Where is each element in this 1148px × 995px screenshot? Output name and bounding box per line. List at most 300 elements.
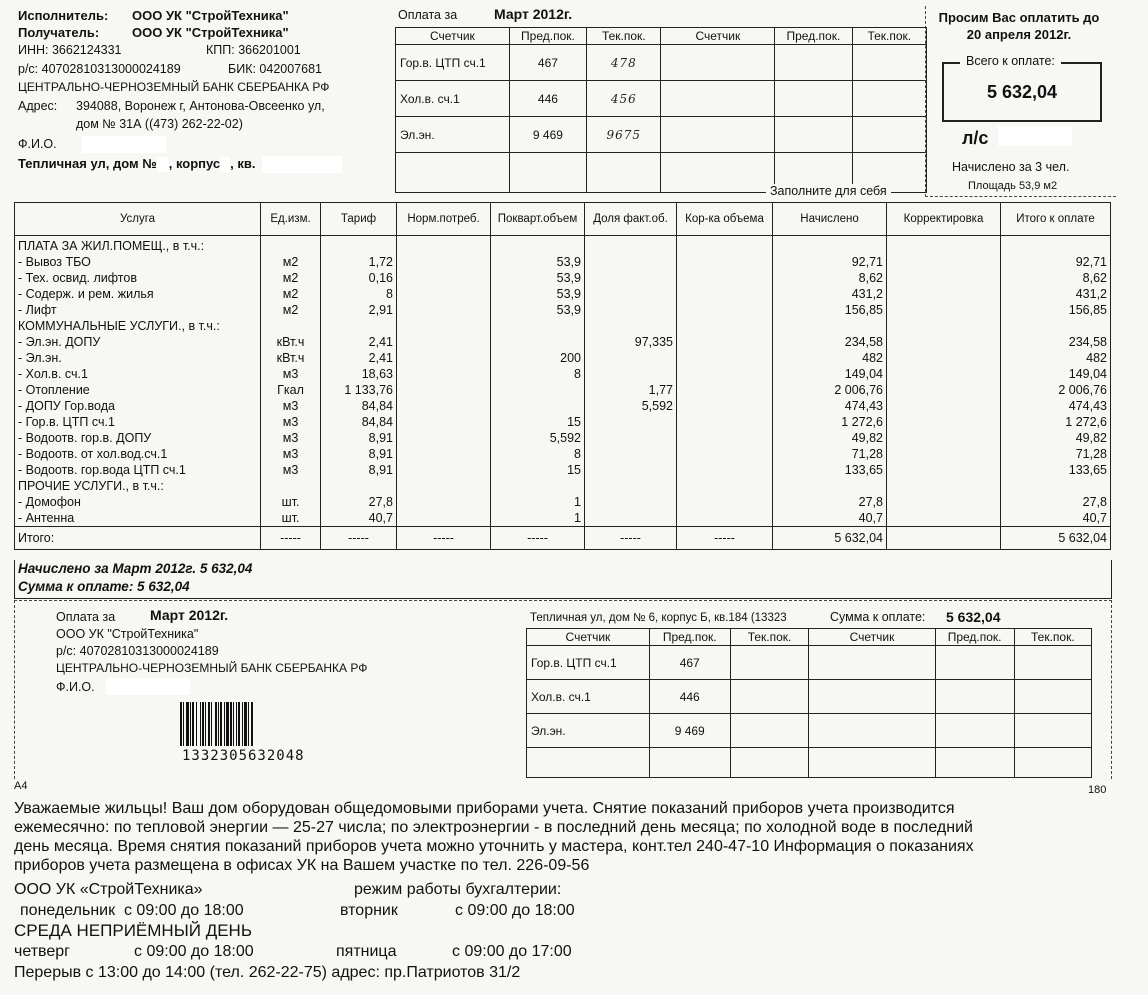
table-cell: - Водоотв. от хол.вод.сч.1: [15, 446, 261, 462]
table-row: [527, 748, 1092, 778]
table-cell: м3: [261, 366, 321, 382]
meter-name: Гор.в. ЦТП сч.1: [396, 45, 510, 81]
redacted-flat: [262, 156, 342, 173]
table-cell: 2 006,76: [773, 382, 887, 398]
table-cell: м2: [261, 270, 321, 286]
table-cell: [677, 254, 773, 270]
table-cell: [887, 334, 1001, 350]
table-row: [15, 302, 1111, 318]
table-cell: [677, 270, 773, 286]
table-cell: м3: [261, 430, 321, 446]
table-cell: 84,84: [321, 414, 397, 430]
address-line1: 394088, Воронеж г, Антонова-Овсеенко ул,: [76, 99, 325, 113]
table-cell: 2,91: [321, 302, 397, 318]
table-cell: 133,65: [773, 462, 887, 478]
table-cell: [585, 302, 677, 318]
table-cell: шт.: [261, 494, 321, 510]
table-cell: 1,72: [321, 254, 397, 270]
meter-cur-handwritten: 9675: [587, 117, 661, 153]
services-table: [14, 202, 1111, 550]
charged-line: Начислено за Март 2012г. 5 632,04: [18, 561, 253, 576]
table-cell: м3: [261, 462, 321, 478]
services-col-header: Норм.потреб.: [397, 203, 491, 236]
meter-prev: 446: [509, 81, 586, 117]
table-cell: 92,71: [773, 254, 887, 270]
table-cell: - ДОПУ Гор.вода: [15, 398, 261, 414]
table-cell: [887, 254, 1001, 270]
notice-company: ООО УК «СтройТехника»: [14, 881, 203, 898]
table-cell: 49,82: [1001, 430, 1111, 446]
table-row: [15, 414, 1111, 430]
table-cell: - Домофон: [15, 494, 261, 510]
table-cell: 2,41: [321, 350, 397, 366]
meter-cur-handwritten: 456: [587, 81, 661, 117]
page-mark: 180: [1088, 784, 1107, 796]
bik: БИК: 042007681: [228, 62, 322, 76]
table-cell: [321, 236, 397, 255]
table-cell: 15: [491, 462, 585, 478]
table-cell: - Отопление: [15, 382, 261, 398]
kpp: КПП: 366201001: [206, 43, 301, 57]
table-cell: [1001, 478, 1111, 494]
table-cell: [773, 318, 887, 334]
table-cell: 1 133,76: [321, 382, 397, 398]
table-cell: [677, 510, 773, 527]
table-cell: - Водоотв. гор.в. ДОПУ: [15, 430, 261, 446]
total-cell: 5 632,04: [773, 527, 887, 550]
col-cur-2: Тек.пок.: [852, 28, 926, 45]
table-cell: шт.: [261, 510, 321, 527]
schedule-title: режим работы бухгалтерии:: [354, 881, 562, 898]
schedule-break: Перерыв с 13:00 до 14:00 (тел. 262-22-75) адрес: пр.Патриотов 31/2: [14, 964, 521, 981]
table-row: [15, 510, 1111, 527]
stub-account: р/с: 40702810313000024189: [56, 644, 219, 658]
table-row: [15, 382, 1111, 398]
table-cell: 1: [491, 494, 585, 510]
col-cur: Тек.пок.: [730, 629, 809, 646]
table-cell: [491, 318, 585, 334]
table-cell: [773, 236, 887, 255]
table-cell: [585, 270, 677, 286]
table-cell: кВт.ч: [261, 350, 321, 366]
table-cell: [397, 414, 491, 430]
col-meter-2: Счетчик: [809, 629, 935, 646]
fio-label: Ф.И.О.: [18, 137, 57, 151]
table-cell: 40,7: [321, 510, 397, 527]
pay-request-line1: Просим Вас оплатить до: [938, 10, 1100, 25]
table-row: [15, 462, 1111, 478]
table-cell: 49,82: [773, 430, 887, 446]
meter-name: Эл.эн.: [527, 714, 650, 748]
tenant-address: [18, 156, 342, 173]
table-cell: [585, 254, 677, 270]
table-row: [15, 334, 1111, 350]
table-cell: 8,62: [1001, 270, 1111, 286]
table-cell: [677, 462, 773, 478]
meter-name: Гор.в. ЦТП сч.1: [527, 646, 650, 680]
col-prev: Пред.пок.: [509, 28, 586, 45]
stub-payment-period: Март 2012г.: [150, 607, 229, 623]
table-cell: 234,58: [773, 334, 887, 350]
services-col-header: Ед.изм.: [261, 203, 321, 236]
table-row: [527, 680, 1092, 714]
schedule-monday: понедельник с 09:00 до 18:00: [20, 902, 244, 919]
redacted-name: [82, 136, 166, 153]
table-cell: [585, 318, 677, 334]
table-cell: [321, 478, 397, 494]
tenant-building-label: , корпус: [168, 156, 221, 171]
table-cell: 27,8: [321, 494, 397, 510]
total-cell: -----: [491, 527, 585, 550]
table-cell: [491, 398, 585, 414]
table-cell: [887, 462, 1001, 478]
table-cell: 234,58: [1001, 334, 1111, 350]
table-cell: 2 006,76: [1001, 382, 1111, 398]
table-cell: 15: [491, 414, 585, 430]
table-cell: [887, 446, 1001, 462]
table-cell: 8,91: [321, 462, 397, 478]
table-cell: 2,41: [321, 334, 397, 350]
table-cell: м3: [261, 446, 321, 462]
table-row: [15, 236, 1111, 255]
table-cell: [397, 334, 491, 350]
table-cell: 431,2: [1001, 286, 1111, 302]
total-cell: -----: [321, 527, 397, 550]
total-cell: Итого:: [15, 527, 261, 550]
services-col-header: Итого к оплате: [1001, 203, 1111, 236]
meter-name: Хол.в. сч.1: [396, 81, 510, 117]
table-cell: [585, 510, 677, 527]
col-prev-2: Пред.пок.: [775, 28, 852, 45]
col-cur: Тек.пок.: [587, 28, 661, 45]
table-cell: [887, 398, 1001, 414]
address-label: Адрес:: [18, 99, 58, 113]
table-cell: [585, 478, 677, 494]
table-cell: [397, 382, 491, 398]
services-col-header: Услуга: [15, 203, 261, 236]
stub-company: ООО УК "СтройТехника": [56, 627, 199, 641]
table-cell: - Содерж. и рем. жилья: [15, 286, 261, 302]
payment-period: Март 2012г.: [494, 6, 573, 22]
table-cell: м2: [261, 286, 321, 302]
fill-note: Заполните для себя: [766, 184, 891, 198]
table-cell: [397, 270, 491, 286]
table-cell: 8: [321, 286, 397, 302]
table-cell: - Эл.эн.: [15, 350, 261, 366]
table-cell: [397, 430, 491, 446]
address-line2: дом № 31А ((473) 262-22-02): [76, 117, 243, 131]
due-line: Сумма к оплате: 5 632,04: [18, 579, 190, 594]
tenant-flat-label: , кв.: [230, 156, 256, 171]
stub-payment-for-label: Оплата за: [56, 610, 116, 624]
table-cell: м3: [261, 398, 321, 414]
table-cell: [677, 414, 773, 430]
table-cell: [491, 236, 585, 255]
table-cell: - Вывоз ТБО: [15, 254, 261, 270]
table-cell: [585, 414, 677, 430]
format-mark: А4: [14, 780, 28, 792]
table-cell: [585, 350, 677, 366]
table-cell: [585, 366, 677, 382]
table-cell: 27,8: [1001, 494, 1111, 510]
table-cell: 8,62: [773, 270, 887, 286]
table-cell: 53,9: [491, 286, 585, 302]
table-cell: 1,77: [585, 382, 677, 398]
stub-bank: ЦЕНТРАЛЬНО-ЧЕРНОЗЕМНЫЙ БАНК СБЕРБАНКА РФ: [56, 661, 368, 675]
table-cell: [1001, 318, 1111, 334]
barcode-number: 1332305632048: [182, 748, 305, 764]
table-cell: [585, 286, 677, 302]
table-cell: ПЛАТА ЗА ЖИЛ.ПОМЕЩ., в т.ч.:: [15, 236, 261, 255]
stub-fio-label: Ф.И.О.: [56, 680, 95, 694]
table-row: [15, 270, 1111, 286]
top-meter-table: [395, 27, 927, 193]
table-cell: 1 272,6: [1001, 414, 1111, 430]
table-cell: [397, 398, 491, 414]
services-col-header: Доля факт.об.: [585, 203, 677, 236]
table-cell: - Водоотв. гор.вода ЦТП сч.1: [15, 462, 261, 478]
executor-name: ООО УК "СтройТехника": [132, 8, 289, 23]
table-row: [396, 117, 927, 153]
table-cell: 431,2: [773, 286, 887, 302]
tenant-street: Тепличная ул, дом №: [18, 156, 157, 171]
table-cell: 474,43: [1001, 398, 1111, 414]
table-cell: Гкал: [261, 382, 321, 398]
table-cell: 5,592: [491, 430, 585, 446]
services-col-header: Начислено: [773, 203, 887, 236]
table-cell: 40,7: [773, 510, 887, 527]
services-col-header: Покварт.объем: [491, 203, 585, 236]
table-cell: 8: [491, 446, 585, 462]
table-cell: КОММУНАЛЬНЫЕ УСЛУГИ., в т.ч.:: [15, 318, 261, 334]
table-cell: [261, 318, 321, 334]
table-cell: 8,91: [321, 430, 397, 446]
table-cell: [887, 302, 1001, 318]
table-row: [527, 646, 1092, 680]
table-cell: 1 272,6: [773, 414, 887, 430]
table-cell: [397, 254, 491, 270]
table-cell: [491, 478, 585, 494]
table-cell: [677, 494, 773, 510]
table-cell: - Хол.в. сч.1: [15, 366, 261, 382]
table-cell: [585, 446, 677, 462]
notice-line3: день месяца. Время снятия показаний приборов учета можно уточнить у мастера, конт.тел 240-47-10 Информация о показаниях: [14, 838, 974, 855]
table-cell: 200: [491, 350, 585, 366]
table-cell: 8,91: [321, 446, 397, 462]
table-cell: [677, 286, 773, 302]
schedule-thursday-time: с 09:00 до 18:00: [134, 943, 254, 960]
table-cell: [677, 318, 773, 334]
table-cell: [677, 398, 773, 414]
schedule-friday-time: с 09:00 до 17:00: [452, 943, 572, 960]
table-cell: [887, 478, 1001, 494]
table-cell: [887, 350, 1001, 366]
stub-due-label: Сумма к оплате:: [830, 610, 926, 624]
pay-request-line2: 20 апреля 2012г.: [966, 27, 1072, 42]
table-row: [396, 81, 927, 117]
table-cell: кВт.ч: [261, 334, 321, 350]
meter-cur-handwritten: 478: [587, 45, 661, 81]
table-cell: [397, 236, 491, 255]
table-cell: [585, 462, 677, 478]
total-cell: -----: [397, 527, 491, 550]
table-cell: [491, 334, 585, 350]
table-cell: [585, 236, 677, 255]
schedule-friday-label: пятница: [336, 943, 397, 960]
table-row: [15, 350, 1111, 366]
table-cell: 5,592: [585, 398, 677, 414]
table-cell: - Антенна: [15, 510, 261, 527]
meter-name: Эл.эн.: [396, 117, 510, 153]
total-cell: -----: [677, 527, 773, 550]
bank-name: ЦЕНТРАЛЬНО-ЧЕРНОЗЕМНЫЙ БАНК СБЕРБАНКА РФ: [18, 80, 330, 94]
services-header-row: [15, 203, 1111, 236]
charged-frame: [14, 560, 1112, 599]
col-prev-2: Пред.пок.: [935, 629, 1014, 646]
table-cell: [397, 350, 491, 366]
table-cell: ПРОЧИЕ УСЛУГИ., в т.ч.:: [15, 478, 261, 494]
table-cell: 474,43: [773, 398, 887, 414]
table-row: [15, 254, 1111, 270]
table-cell: [585, 494, 677, 510]
table-cell: [887, 318, 1001, 334]
schedule-wednesday: СРЕДА НЕПРИЁМНЫЙ ДЕНЬ: [14, 921, 252, 940]
table-cell: 8: [491, 366, 585, 382]
table-row: [15, 446, 1111, 462]
table-cell: [887, 510, 1001, 527]
redacted-house: [157, 157, 169, 172]
meter-prev: 9 469: [649, 714, 730, 748]
table-cell: [261, 478, 321, 494]
table-cell: 53,9: [491, 270, 585, 286]
col-meter-2: Счетчик: [661, 28, 775, 45]
table-cell: [677, 236, 773, 255]
table-cell: [397, 366, 491, 382]
redacted-account: [998, 126, 1072, 146]
meter-prev: 467: [649, 646, 730, 680]
table-cell: - Эл.эн. ДОПУ: [15, 334, 261, 350]
table-cell: [261, 236, 321, 255]
table-cell: 27,8: [773, 494, 887, 510]
stub-due-value: 5 632,04: [946, 609, 1001, 625]
table-cell: 1: [491, 510, 585, 527]
table-cell: [585, 430, 677, 446]
table-cell: [677, 366, 773, 382]
notice-line4: приборов учета размещена в офисах УК на Вашем участке по тел. 226-09-56: [14, 857, 590, 874]
table-cell: [887, 494, 1001, 510]
table-cell: [887, 286, 1001, 302]
col-meter: Счетчик: [396, 28, 510, 45]
table-cell: 149,04: [1001, 366, 1111, 382]
table-cell: 71,28: [1001, 446, 1111, 462]
table-row: [15, 286, 1111, 302]
table-row: [15, 478, 1111, 494]
table-row: [15, 398, 1111, 414]
table-cell: [677, 382, 773, 398]
barcode: [180, 702, 346, 746]
account-label: л/с: [962, 128, 989, 148]
stub-address: Тепличная ул, дом № 6, корпус Б, кв.184 (13323: [530, 612, 787, 624]
table-cell: 156,85: [773, 302, 887, 318]
services-col-header: Кор-ка объема: [677, 203, 773, 236]
total-cell: 5 632,04: [1001, 527, 1111, 550]
table-cell: 149,04: [773, 366, 887, 382]
table-cell: м2: [261, 254, 321, 270]
table-cell: м2: [261, 302, 321, 318]
schedule-tuesday-label: вторник: [340, 902, 398, 919]
stub-redacted-name: [106, 678, 190, 695]
meter-prev: 446: [649, 680, 730, 714]
meter-name: Хол.в. сч.1: [527, 680, 650, 714]
table-cell: [677, 334, 773, 350]
table-cell: [397, 494, 491, 510]
table-cell: 92,71: [1001, 254, 1111, 270]
table-cell: м3: [261, 414, 321, 430]
table-cell: [321, 318, 397, 334]
table-cell: [677, 430, 773, 446]
payment-for-label: Оплата за: [398, 8, 458, 22]
table-row: [15, 494, 1111, 510]
schedule-tuesday-time: с 09:00 до 18:00: [455, 902, 575, 919]
table-cell: 53,9: [491, 254, 585, 270]
table-cell: - Тех. освид. лифтов: [15, 270, 261, 286]
table-cell: 482: [1001, 350, 1111, 366]
table-cell: 18,63: [321, 366, 397, 382]
table-cell: [397, 462, 491, 478]
col-cur-2: Тек.пок.: [1014, 629, 1091, 646]
table-cell: [397, 318, 491, 334]
table-cell: [887, 414, 1001, 430]
total-cell: [887, 527, 1001, 550]
total-cell: -----: [585, 527, 677, 550]
table-row: [15, 430, 1111, 446]
area: Площадь 53,9 м2: [968, 180, 1058, 192]
table-row: [396, 45, 927, 81]
table-cell: [397, 510, 491, 527]
total-cell: -----: [261, 527, 321, 550]
recipient-name: ООО УК "СтройТехника": [132, 25, 289, 40]
table-cell: [887, 270, 1001, 286]
table-cell: - Гор.в. ЦТП сч.1: [15, 414, 261, 430]
total-label: Всего к оплате:: [960, 54, 1061, 68]
table-cell: [887, 430, 1001, 446]
table-cell: [677, 446, 773, 462]
table-cell: [397, 446, 491, 462]
meter-prev: 467: [509, 45, 586, 81]
total-value: 5 632,04: [986, 82, 1058, 102]
table-row: [15, 318, 1111, 334]
table-cell: [491, 382, 585, 398]
table-cell: 40,7: [1001, 510, 1111, 527]
executor-label: Исполнитель:: [18, 8, 109, 23]
table-cell: 482: [773, 350, 887, 366]
table-cell: [677, 478, 773, 494]
table-cell: 133,65: [1001, 462, 1111, 478]
table-cell: [887, 382, 1001, 398]
barcode-bar: [253, 702, 254, 746]
stub-meter-table: [526, 628, 1092, 778]
recipient-label: Получатель:: [18, 25, 100, 40]
table-cell: [397, 286, 491, 302]
charged-for-people: Начислено за 3 чел.: [952, 160, 1070, 174]
schedule-thursday-label: четверг: [14, 943, 70, 960]
table-cell: [887, 366, 1001, 382]
table-cell: - Лифт: [15, 302, 261, 318]
table-cell: [677, 302, 773, 318]
table-cell: [397, 302, 491, 318]
col-prev: Пред.пок.: [649, 629, 730, 646]
notice-line2: ежемесячно: по тепловой энергии — 25-27 числа; по электроэнергии - в последний день месяца; по холодной воде в последний: [14, 819, 973, 836]
